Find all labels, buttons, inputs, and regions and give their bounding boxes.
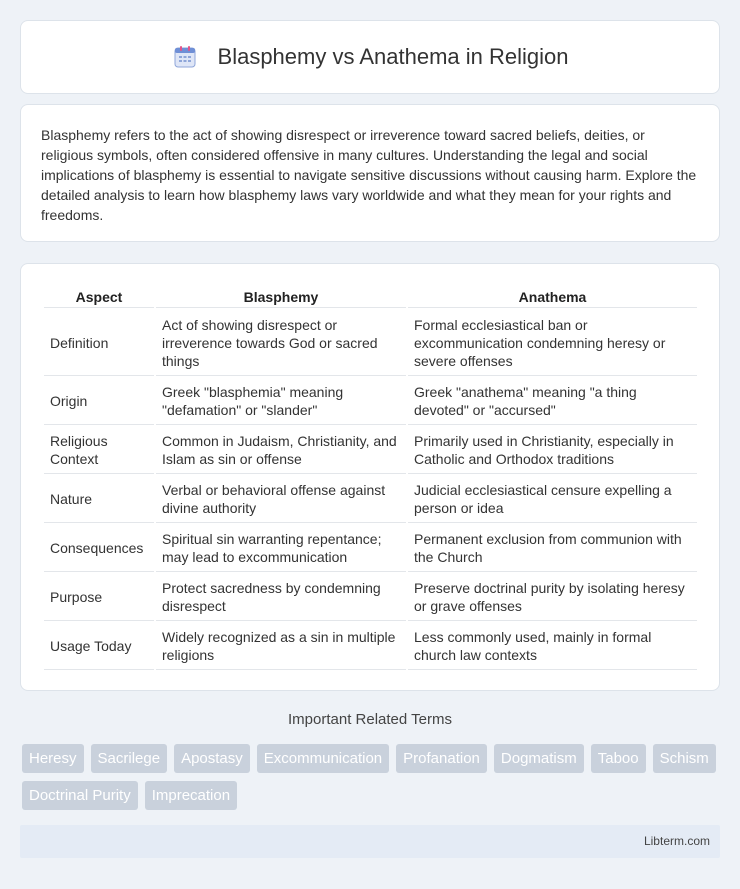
calendar-icon — [172, 44, 198, 70]
tag-schism[interactable]: Schism — [653, 744, 716, 773]
tag-apostasy[interactable]: Apostasy — [174, 744, 250, 773]
tag-doctrinal-purity[interactable]: Doctrinal Purity — [22, 781, 138, 810]
row-blasphemy: Common in Judaism, Christianity, and Islam as sin or offense — [156, 427, 406, 474]
page-title: Blasphemy vs Anathema in Religion — [217, 44, 569, 69]
tag-taboo[interactable]: Taboo — [591, 744, 646, 773]
tag-dogmatism[interactable]: Dogmatism — [494, 744, 584, 773]
tag-imprecation[interactable]: Imprecation — [145, 781, 237, 810]
table-row — [44, 427, 697, 474]
row-anathema: Primarily used in Christianity, especially in Catholic and Orthodox traditions — [408, 427, 697, 474]
footer-site-link[interactable]: Libterm.com — [643, 834, 710, 848]
table-row — [44, 574, 697, 621]
row-aspect: Religious Context — [44, 427, 154, 474]
column-header-aspect: Aspect — [44, 286, 154, 308]
header-card — [20, 20, 720, 94]
row-aspect: Nature — [44, 476, 154, 523]
row-anathema: Preserve doctrinal purity by isolating heresy or grave offenses — [408, 574, 697, 621]
row-blasphemy: Act of showing disrespect or irreverence towards God or sacred things — [156, 310, 406, 376]
column-header-anathema: Anathema — [408, 286, 697, 308]
related-terms-list — [22, 744, 718, 810]
tag-profanation[interactable]: Profanation — [396, 744, 487, 773]
table-row — [44, 525, 697, 572]
related-terms-title: Important Related Terms — [288, 711, 452, 728]
column-header-blasphemy: Blasphemy — [156, 286, 406, 308]
row-anathema: Formal ecclesiastical ban or excommunication condemning heresy or severe offenses — [408, 310, 697, 376]
table-row — [44, 623, 697, 670]
row-anathema: Greek "anathema" meaning "a thing devoted" or "accursed" — [408, 378, 697, 425]
comparison-card — [20, 263, 720, 691]
comparison-table — [42, 284, 699, 672]
table-row — [44, 310, 697, 376]
table-header-row — [44, 286, 697, 308]
tag-heresy[interactable]: Heresy — [22, 744, 84, 773]
table-row — [44, 378, 697, 425]
row-blasphemy: Greek "blasphemia" meaning "defamation" or "slander" — [156, 378, 406, 425]
row-aspect: Origin — [44, 378, 154, 425]
row-blasphemy: Verbal or behavioral offense against divine authority — [156, 476, 406, 523]
tag-sacrilege[interactable]: Sacrilege — [91, 744, 168, 773]
row-aspect: Usage Today — [44, 623, 154, 670]
row-aspect: Purpose — [44, 574, 154, 621]
intro-card — [20, 104, 720, 242]
row-blasphemy: Widely recognized as a sin in multiple religions — [156, 623, 406, 670]
row-anathema: Judicial ecclesiastical censure expelling a person or idea — [408, 476, 697, 523]
row-anathema: Permanent exclusion from communion with the Church — [408, 525, 697, 572]
row-blasphemy: Spiritual sin warranting repentance; may lead to excommunication — [156, 525, 406, 572]
row-aspect: Consequences — [44, 525, 154, 572]
row-blasphemy: Protect sacredness by condemning disrespect — [156, 574, 406, 621]
row-anathema: Less commonly used, mainly in formal church law contexts — [408, 623, 697, 670]
footer — [20, 825, 720, 858]
row-aspect: Definition — [44, 310, 154, 376]
tag-excommunication[interactable]: Excommunication — [257, 744, 389, 773]
table-row — [44, 476, 697, 523]
intro-text: Blasphemy refers to the act of showing disrespect or irreverence toward sacred beliefs, deities, or religious symbols, often considered offensive in many cultures. Understanding the legal and social implications of blasphemy is essential to navigate sensitive discussions without causing harm. Explore the detailed analysis to learn how blasphemy laws vary worldwide and what they mean for your rights and freedoms. — [41, 127, 697, 223]
